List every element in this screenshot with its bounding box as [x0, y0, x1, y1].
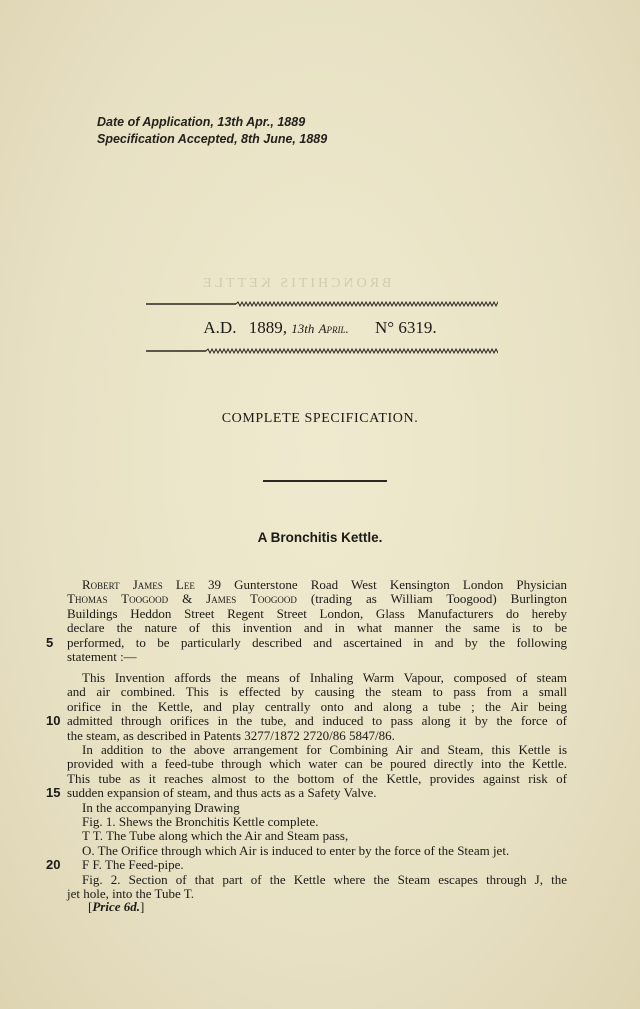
description-paragraph — [46, 670, 567, 902]
line-text: 39 Gunterstone Road West Kensington London Physician — [194, 577, 567, 592]
line-text: This tube as it reaches almost to the bottom of the Kettle, provides against risk of — [67, 770, 567, 786]
patent-year: 1889, — [248, 318, 287, 337]
show-through-text: BRONCHITIS KETTLE — [200, 276, 392, 291]
text-line — [46, 785, 567, 801]
line-text: admitted through orifices in the tube, and induced to pass along it by the force of — [67, 713, 567, 729]
line-text: jet hole, into the Tube T. — [67, 886, 194, 902]
divider-rule — [263, 480, 387, 482]
text-line — [67, 743, 567, 757]
line-text: statement :— — [67, 649, 137, 665]
price-bracket-open: [ — [88, 899, 93, 914]
applicant-paragraph — [46, 577, 567, 665]
text-line — [67, 607, 567, 621]
text-line — [67, 578, 567, 592]
text-line — [67, 829, 567, 843]
line-text: This Invention affords the means of Inhaling Warm Vapour, composed of steam — [82, 670, 567, 685]
price-bracket-close: ] — [140, 899, 145, 914]
invention-title: A Bronchitis Kettle. — [257, 530, 383, 545]
line-text: the steam, as described in Patents 3277/1872 2720/86 5847/86. — [67, 727, 395, 743]
name-small-caps: Robert James Lee — [82, 577, 195, 592]
line-text: Buildings Heddon Street Regent Street London, Glass Manufacturers do hereby — [67, 605, 567, 621]
bottom-ornamental-rule — [146, 348, 498, 354]
line-text: In the accompanying Drawing — [82, 799, 240, 815]
top-ornamental-rule — [146, 301, 498, 307]
anno-domini: A.D. — [203, 318, 237, 337]
line-text: orifice in the Kettle, and play centrally onto and along a tube ; the Air being — [67, 698, 567, 714]
line-text: and air combined. This is effected by causing the steam to pass from a small — [67, 684, 567, 700]
text-line — [67, 700, 567, 714]
line-text: provided with a feed-tube through which water can be poured directly into the Kettle. — [67, 756, 567, 772]
line-text: sudden expansion of steam, and thus acts as a Safety Valve. — [67, 785, 377, 801]
application-dates — [97, 114, 327, 148]
line-text: Fig. 1. Shews the Bronchitis Kettle complete. — [82, 814, 319, 830]
text-line — [67, 801, 567, 815]
line-text: declare the nature of this invention and in what manner the same is to be — [67, 620, 567, 636]
text-line — [67, 671, 567, 685]
line-number: 5 — [46, 634, 54, 650]
text-line — [67, 844, 567, 858]
patent-month: April. — [318, 321, 349, 336]
patent-number: N° 6319. — [375, 318, 437, 337]
price-label: Price 6d. — [92, 899, 140, 914]
name-small-caps: James Toogood — [206, 591, 297, 607]
text-line — [67, 729, 567, 743]
line-text: In addition to the above arrangement for Combining Air and Steam, this Kettle is — [82, 742, 567, 758]
line-text: O. The Orifice through which Air is induced to enter by the force of the Steam jet. — [82, 842, 510, 858]
patent-heading — [0, 318, 640, 338]
text-line — [67, 650, 567, 664]
text-line — [67, 873, 567, 887]
line-text: T T. The Tube along which the Air and Steam pass, — [82, 828, 349, 844]
text-line — [67, 815, 567, 829]
acceptance-date: Specification Accepted, 8th June, 1889 — [97, 132, 328, 146]
price-note — [88, 899, 144, 915]
line-text: & — [168, 591, 207, 607]
patent-day: 13th — [291, 321, 315, 336]
text-line — [46, 857, 567, 873]
text-line — [67, 685, 567, 699]
name-small-caps: Thomas Toogood — [67, 591, 169, 607]
specification-title: COMPLETE SPECIFICATION. — [221, 411, 419, 426]
line-text: Fig. 2. Section of that part of the Kettle where the Steam escapes through J, the — [82, 871, 567, 887]
line-text: (trading as William Toogood) Burlington — [296, 591, 567, 607]
line-number: 20 — [46, 857, 61, 873]
text-line — [67, 772, 567, 786]
line-number: 10 — [46, 713, 61, 729]
line-number: 15 — [46, 785, 61, 801]
text-line — [67, 621, 567, 635]
application-date: Date of Application, 13th Apr., 1889 — [97, 115, 306, 129]
text-line — [46, 634, 567, 650]
text-line — [67, 757, 567, 771]
text-line — [46, 713, 567, 729]
line-text: performed, to be particularly described and ascertained in and by the following — [67, 634, 567, 650]
line-text: F F. The Feed-pipe. — [82, 857, 184, 873]
text-line — [67, 592, 567, 606]
